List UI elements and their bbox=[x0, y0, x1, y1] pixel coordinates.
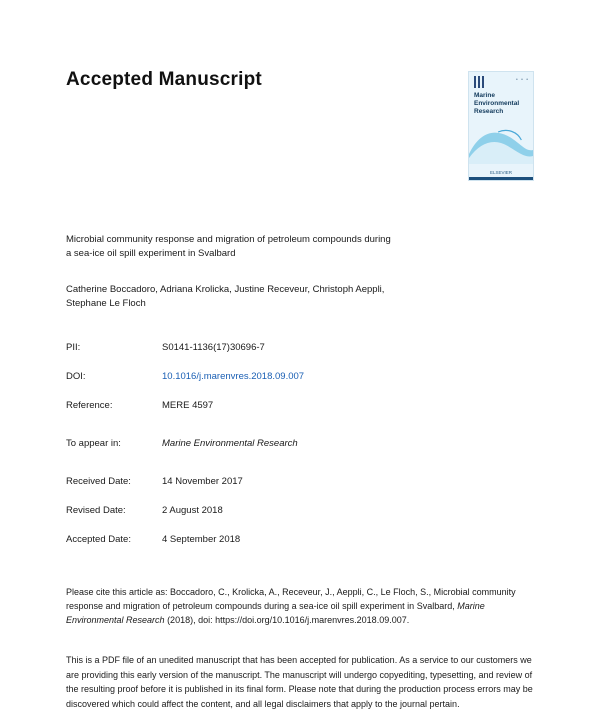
cover-publisher-label: ELSEVIER bbox=[489, 170, 512, 175]
metadata-row-doi bbox=[66, 370, 534, 384]
metadata-label: Accepted Date: bbox=[66, 534, 131, 545]
author-list: Catherine Boccadoro, Adriana Krolicka, Justine Receveur, Christoph Aeppli, Stephane Le Floch bbox=[66, 284, 385, 309]
disclaimer-text: This is a PDF file of an unedited manuscript that has been accepted for publication. As a service to our customers we are providing this early version of the manuscript. The manuscript will undergo copyediting, typesetting, and review of the resulting proof before it is published in its final form. Please note that during the production process errors may be discovered which could affect the content, and all legal disclaimers that apply to the journal pertain. bbox=[66, 655, 533, 709]
metadata-label: Received Date: bbox=[66, 476, 131, 487]
metadata-list bbox=[66, 341, 534, 547]
metadata-label: PII: bbox=[66, 342, 81, 353]
metadata-label: Revised Date: bbox=[66, 505, 126, 516]
metadata-row-accepted bbox=[66, 533, 534, 547]
metadata-value: MERE 4597 bbox=[162, 400, 214, 411]
page-title: Accepted Manuscript bbox=[66, 69, 262, 90]
header-row bbox=[66, 55, 534, 185]
citation-block bbox=[66, 585, 536, 627]
metadata-row-received bbox=[66, 475, 534, 489]
metadata-value: S0141-1136(17)30696-7 bbox=[162, 342, 265, 353]
metadata-row-reference bbox=[66, 399, 534, 413]
wave-icon bbox=[469, 124, 533, 164]
cover-dots: • • • bbox=[515, 77, 529, 83]
citation-journal: Marine Environmental Research bbox=[66, 601, 485, 625]
metadata-label: Reference: bbox=[66, 400, 113, 411]
metadata-value: 14 November 2017 bbox=[162, 476, 243, 487]
article-title: Microbial community response and migration of petroleum compounds during a sea-ice oil spill experiment in Svalbard bbox=[66, 234, 391, 259]
cover-journal-title: Marine Environmental Research bbox=[474, 92, 520, 115]
doi-link[interactable]: 10.1016/j.marenvres.2018.09.007 bbox=[162, 371, 305, 382]
metadata-row-pii bbox=[66, 341, 534, 355]
metadata-label: To appear in: bbox=[66, 438, 121, 449]
metadata-value: 4 September 2018 bbox=[162, 534, 241, 545]
cover-accent-bar bbox=[469, 177, 533, 180]
metadata-row-journal bbox=[66, 437, 534, 451]
cover-top-bar bbox=[469, 72, 533, 92]
metadata-value: 2 August 2018 bbox=[162, 505, 223, 516]
citation-tail: (2018), doi: https://doi.org/10.1016/j.marenvres.2018.09.007. bbox=[164, 615, 410, 625]
journal-logo-icon bbox=[474, 76, 484, 88]
metadata-label: DOI: bbox=[66, 371, 86, 382]
journal-cover-thumbnail bbox=[468, 71, 534, 181]
metadata-row-revised bbox=[66, 504, 534, 518]
journal-name: Marine Environmental Research bbox=[162, 438, 298, 449]
citation-intro: Please cite this article as: Boccadoro, C., Krolicka, A., Receveur, J., Aeppli, C., Le Floch, S., Microbial community response and migration of petroleum compounds during a sea-ice oil spill experiment in Svalbard, bbox=[66, 587, 516, 611]
